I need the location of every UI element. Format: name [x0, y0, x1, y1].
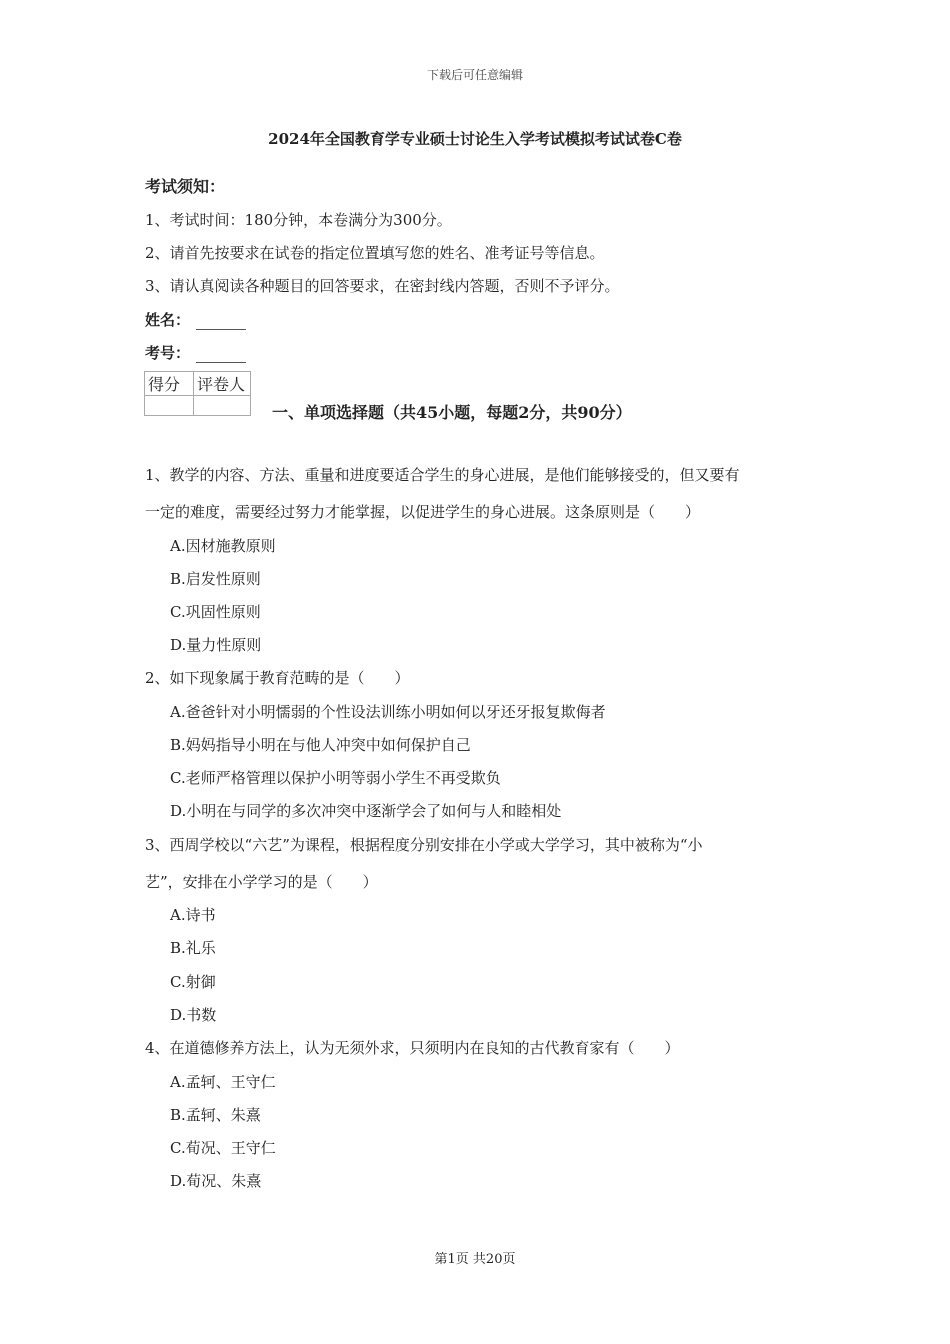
- question-2-option-d: D.小明在与同学的多次冲突中逐渐学会了如何与人和睦相处: [170, 802, 562, 820]
- section-title: 一、单项选择题（共45小题，每题2分，共90分）: [272, 403, 632, 422]
- score-table: [144, 371, 251, 416]
- question-4-option-b: B.孟轲、朱熹: [170, 1106, 261, 1124]
- question-1-line-1: 1、教学的内容、方法、重量和进度要适合学生的身心进展，是他们能够接受的，但又要有: [145, 466, 740, 484]
- question-2-option-c: C.老师严格管理以保护小明等弱小学生不再受欺负: [170, 769, 501, 787]
- notice-item: 2、请首先按要求在试卷的指定位置填写您的姓名、准考证号等信息。: [145, 244, 605, 262]
- name-label: 姓名：: [145, 311, 191, 329]
- notice-heading: 考试须知：: [145, 177, 226, 196]
- header-note: 下载后可任意编辑: [426, 68, 523, 82]
- question-4-option-c: C.荀况、王守仁: [170, 1139, 276, 1157]
- notice-item: 1、考试时间：180分钟，本卷满分为300分。: [145, 211, 452, 229]
- question-3-option-b: B.礼乐: [170, 939, 216, 957]
- question-1-line-2: 一定的难度，需要经过努力才能掌握，以促进学生的身心进展。这条原则是（ ）: [145, 503, 701, 521]
- name-field-row: [145, 309, 246, 330]
- question-2-line-1: 2、如下现象属于教育范畴的是（ ）: [145, 669, 410, 687]
- question-3-option-d: D.书数: [170, 1006, 217, 1024]
- id-field-row: [145, 342, 246, 363]
- question-1-option-c: C.巩固性原则: [170, 603, 261, 621]
- question-3-option-c: C.射御: [170, 973, 216, 991]
- question-3-line-2: 艺”，安排在小学学习的是（ ）: [145, 873, 378, 891]
- grader-header: 评卷人: [194, 372, 251, 396]
- id-label: 考号：: [145, 344, 191, 362]
- question-4-option-a: A.孟轲、王守仁: [170, 1073, 276, 1091]
- page-footer: 第1页 共20页: [434, 1252, 516, 1267]
- notice-item: 3、请认真阅读各种题目的回答要求，在密封线内答题，否则不予评分。: [145, 277, 620, 295]
- grader-cell[interactable]: [194, 396, 251, 416]
- question-4-option-d: D.荀况、朱熹: [170, 1172, 262, 1190]
- question-1-option-b: B.启发性原则: [170, 570, 261, 588]
- score-header: 得分: [145, 372, 194, 396]
- name-blank[interactable]: [196, 313, 246, 330]
- question-1-option-a: A.因材施教原则: [170, 537, 276, 555]
- score-cell[interactable]: [145, 396, 194, 416]
- question-3-line-1: 3、西周学校以“六艺”为课程，根据程度分别安排在小学或大学学习，其中被称为“小: [145, 836, 703, 854]
- question-4-line-1: 4、在道德修养方法上，认为无须外求，只须明内在良知的古代教育家有（ ）: [145, 1039, 680, 1057]
- exam-title: 2024年全国教育学专业硕士讨论生入学考试模拟考试试卷C卷: [268, 130, 682, 148]
- question-3-option-a: A.诗书: [170, 906, 216, 924]
- id-blank[interactable]: [196, 346, 246, 363]
- question-1-option-d: D.量力性原则: [170, 636, 262, 654]
- question-2-option-b: B.妈妈指导小明在与他人冲突中如何保护自己: [170, 736, 471, 754]
- question-2-option-a: A.爸爸针对小明懦弱的个性设法训练小明如何以牙还牙报复欺侮者: [170, 703, 606, 721]
